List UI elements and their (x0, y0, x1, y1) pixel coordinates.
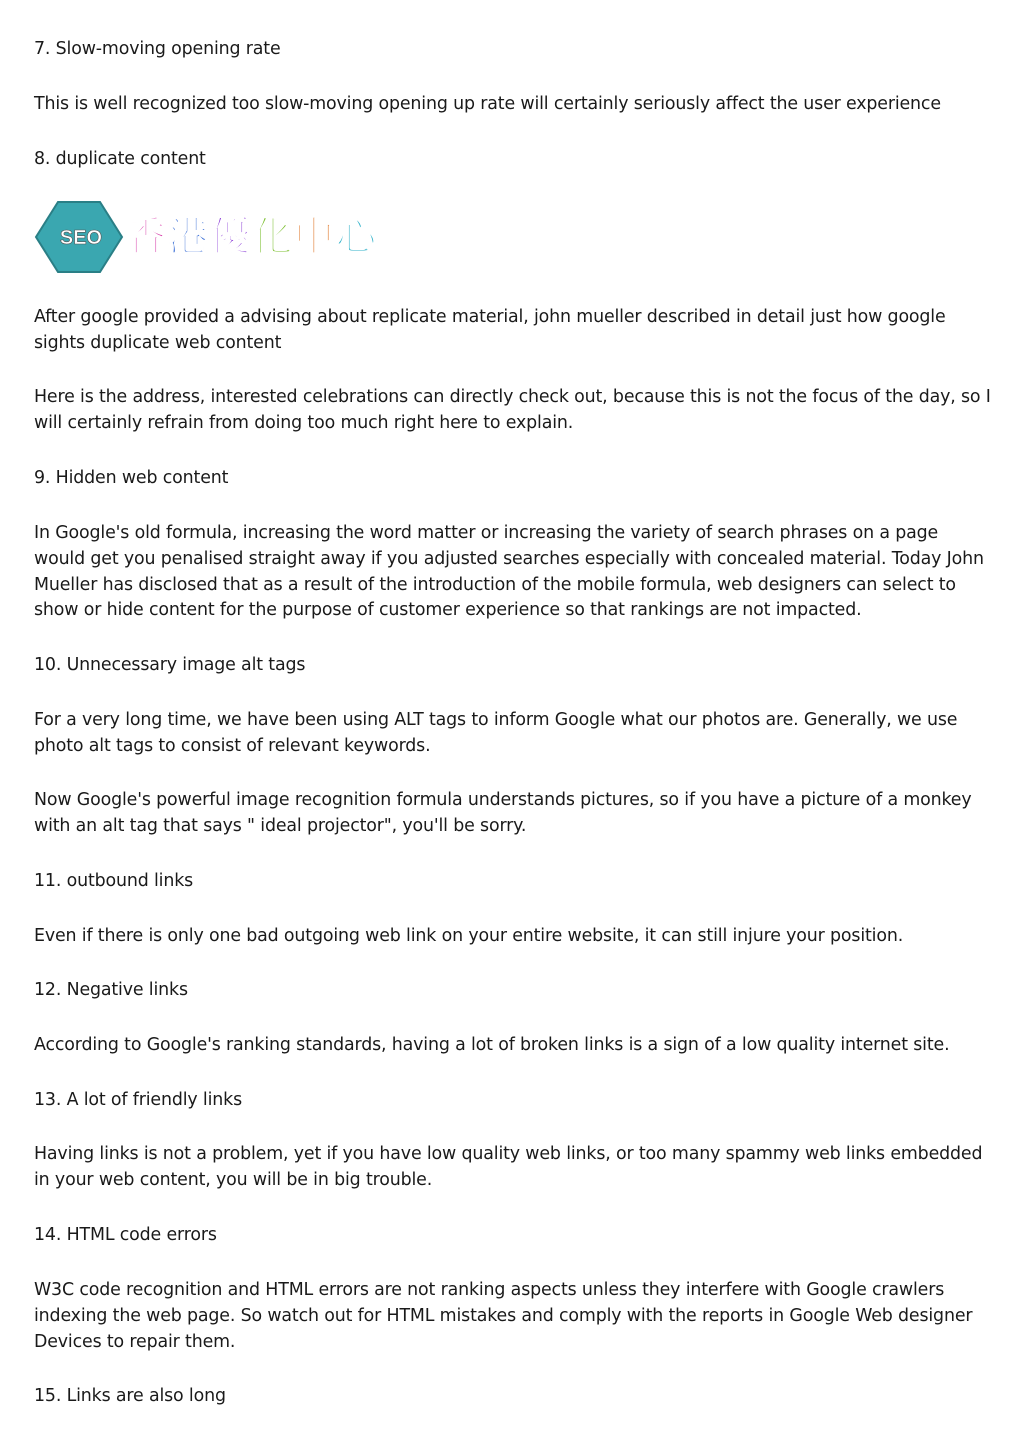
logo-title-char: 香 (126, 214, 166, 260)
paragraph-negative-links: According to Google's ranking standards, having a lot of broken links is a sign of a low quality internet site. (34, 1035, 950, 1055)
paragraph-slow-opening: This is well recognized too slow-moving opening up rate will certainly seriously affect the user experience (34, 94, 941, 114)
paragraph-duplicate-2: Here is the address, interested celebrations can directly check out, because this is not the focus of the day, so I will certainly refrain from doing too much right here to explain. (34, 387, 991, 433)
paragraph-outbound-links: Even if there is only one bad outgoing web link on your entire website, it can still injure your position. (34, 926, 904, 946)
paragraph-alt-tags-1: For a very long time, we have been using ALT tags to inform Google what our photos are. Generally, we use photo alt tags to consist of relevant keywords. (34, 710, 958, 756)
logo-title-char: 心 (336, 214, 376, 260)
heading-negative-links: 12. Negative links (34, 980, 188, 1000)
paragraph-html-errors: W3C code recognition and HTML errors are not ranking aspects unless they interfere with Google crawlers indexing the web page. So watch out for HTML mistakes and comply with the reports in Google Web designer Devices to repair them. (34, 1280, 973, 1352)
heading-hidden-content: 9. Hidden web content (34, 468, 229, 488)
logo-title-char: 優 (210, 214, 250, 260)
logo-title-char: 化 (252, 214, 292, 260)
heading-slow-opening-rate: 7. Slow-moving opening rate (34, 39, 281, 59)
paragraph-hidden-content: In Google's old formula, increasing the word matter or increasing the variety of search phrases on a page would get you penalised straight away if you adjusted searches especially with concealed material. Today John Mueller has disclosed that as a result of the introduction of the mobile formula, web designers can select to show or hide content for the purpose of customer experience so that rankings are not impacted. (34, 523, 984, 621)
logo-title-char: 港 (168, 214, 208, 260)
seo-logo-image (34, 198, 379, 276)
paragraph-alt-tags-2: Now Google's powerful image recognition formula understands pictures, so if you have a picture of a monkey with an alt tag that says " ideal projector", you'll be sorry. (34, 790, 972, 836)
logo-title-char: 中 (294, 214, 334, 260)
heading-outbound-links: 11. outbound links (34, 871, 194, 891)
heading-long-links: 15. Links are also long (34, 1386, 226, 1406)
paragraph-friendly-links: Having links is not a problem, yet if you have low quality web links, or too many spammy web links embedded in your web content, you will be in big trouble. (34, 1144, 983, 1190)
heading-duplicate-content: 8. duplicate content (34, 149, 206, 169)
paragraph-duplicate-1: After google provided a advising about replicate material, john mueller described in detail just how google sights duplicate web content (34, 307, 946, 353)
heading-html-errors: 14. HTML code errors (34, 1225, 217, 1245)
heading-friendly-links: 13. A lot of friendly links (34, 1090, 243, 1110)
logo-title-chars (126, 214, 378, 260)
heading-alt-tags: 10. Unnecessary image alt tags (34, 655, 306, 675)
seo-badge-text: SEO (59, 227, 103, 249)
